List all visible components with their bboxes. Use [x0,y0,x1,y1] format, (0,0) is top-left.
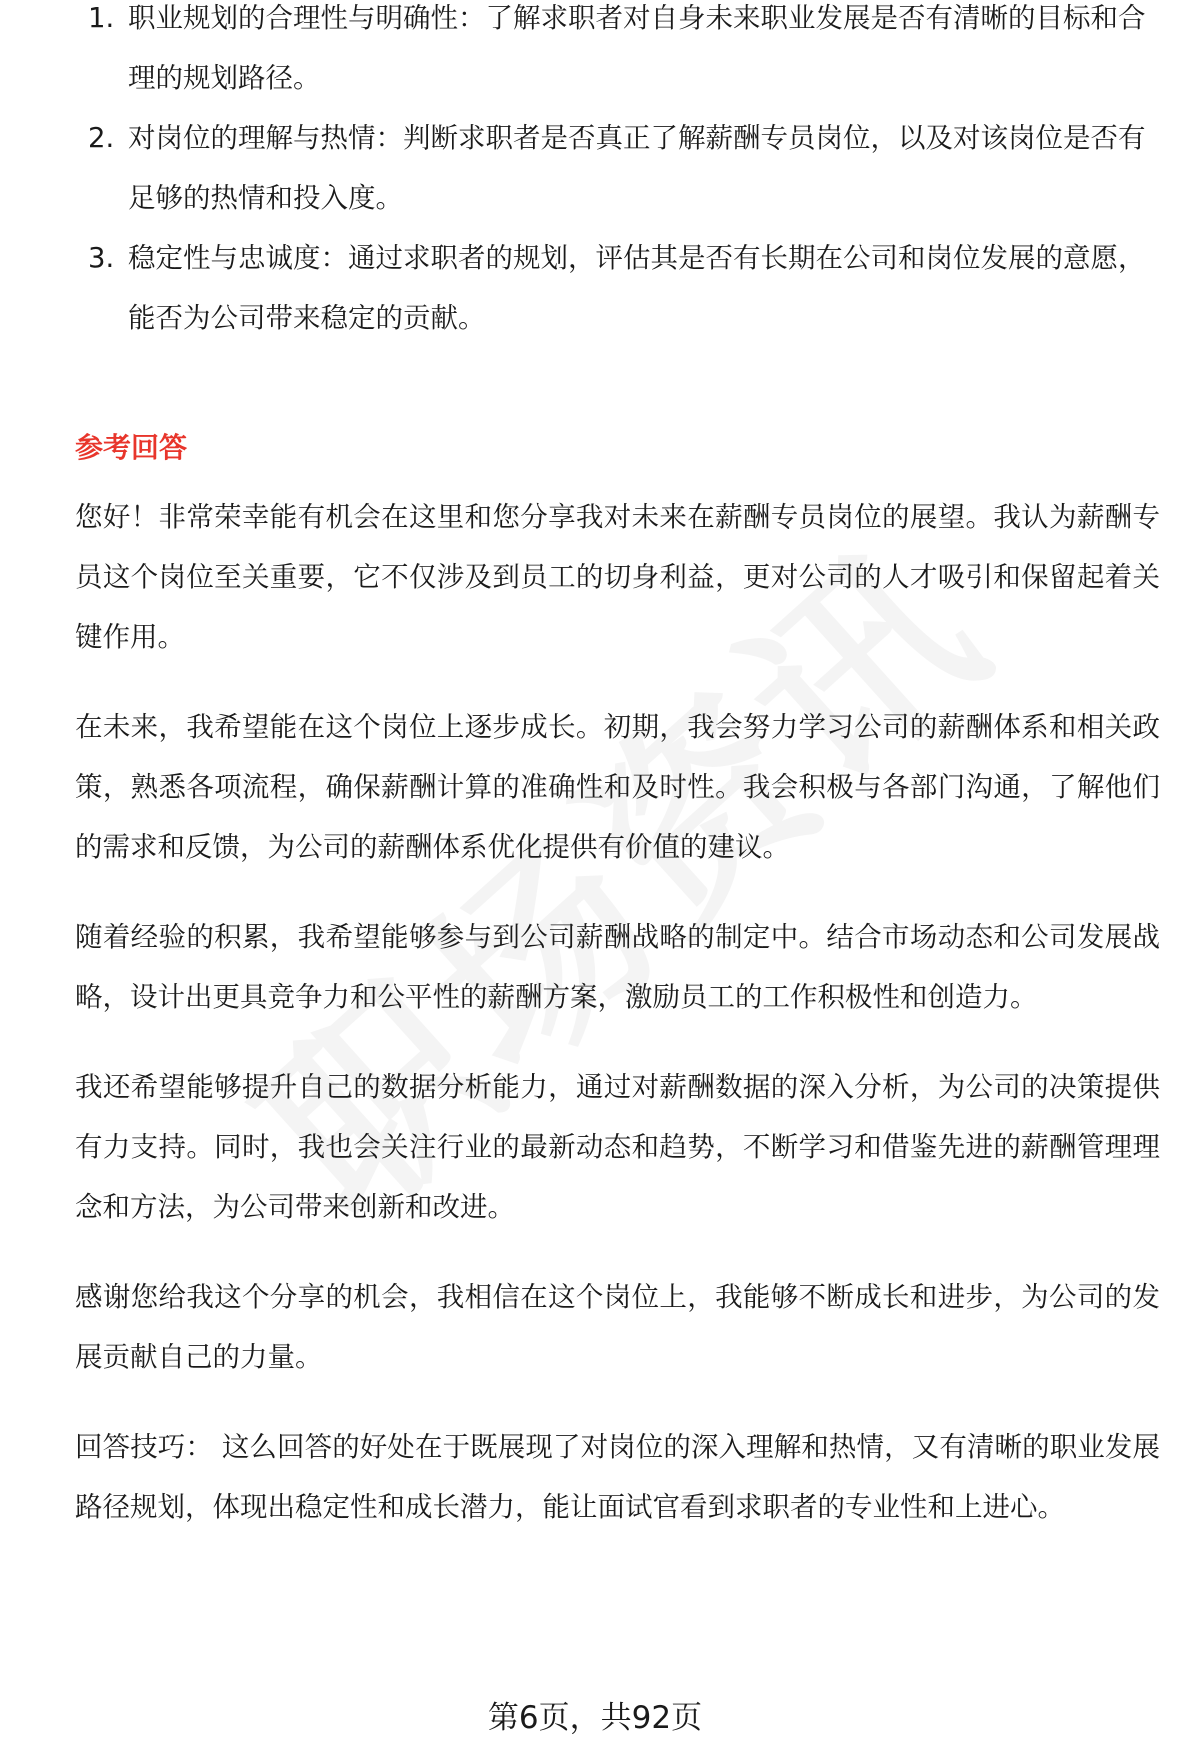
list-item-number: 3. [88,242,115,274]
paragraph: 在未来，我希望能在这个岗位上逐步成长。初期，我会努力学习公司的薪酬体系和相关政策，熟悉各项流程，确保薪酬计算的准确性和及时性。我会积极与各部门沟通，了解他们的需求和反馈，为公司的薪酬体系优化提供有价值的建议。 [75,711,1160,863]
list-item-number: 2. [88,122,115,154]
list-item [0,228,1190,348]
page-number-footer: 第6页，共92页 [487,1700,703,1736]
list-item-text: 稳定性与忠诚度：通过求职者的规划，评估其是否有长期在公司和岗位发展的意愿，能否为公司带来稳定的贡献。 [128,242,1146,334]
evaluation-criteria-list [0,2,1190,348]
list-item-number: 1. [88,2,115,34]
paragraph: 回答技巧： 这么回答的好处在于既展现了对岗位的深入理解和热情，又有清晰的职业发展路径规划，体现出稳定性和成长潜力，能让面试官看到求职者的专业性和上进心。 [75,1431,1160,1523]
list-item [0,108,1190,228]
answer-body [75,487,1160,1567]
paragraph: 我还希望能够提升自己的数据分析能力，通过对薪酬数据的深入分析，为公司的决策提供有力支持。同时，我也会关注行业的最新动态和趋势，不断学习和借鉴先进的薪酬管理理念和方法，为公司带来创新和改进。 [75,1071,1160,1223]
paragraph: 感谢您给我这个分享的机会，我相信在这个岗位上，我能够不断成长和进步，为公司的发展贡献自己的力量。 [75,1281,1160,1373]
list-item [0,0,1190,108]
list-item-text: 职业规划的合理性与明确性：了解求职者对自身未来职业发展是否有清晰的目标和合理的规划路径。 [128,2,1146,94]
section-title: 参考回答 [75,431,188,464]
paragraph: 您好！非常荣幸能有机会在这里和您分享我对未来在薪酬专员岗位的展望。我认为薪酬专员这个岗位至关重要，它不仅涉及到员工的切身利益，更对公司的人才吸引和保留起着关键作用。 [75,501,1160,653]
paragraph: 随着经验的积累，我希望能够参与到公司薪酬战略的制定中。结合市场动态和公司发展战略，设计出更具竞争力和公平性的薪酬方案，激励员工的工作积极性和创造力。 [75,921,1160,1013]
list-item-text: 对岗位的理解与热情：判断求职者是否真正了解薪酬专员岗位，以及对该岗位是否有足够的热情和投入度。 [128,122,1146,214]
